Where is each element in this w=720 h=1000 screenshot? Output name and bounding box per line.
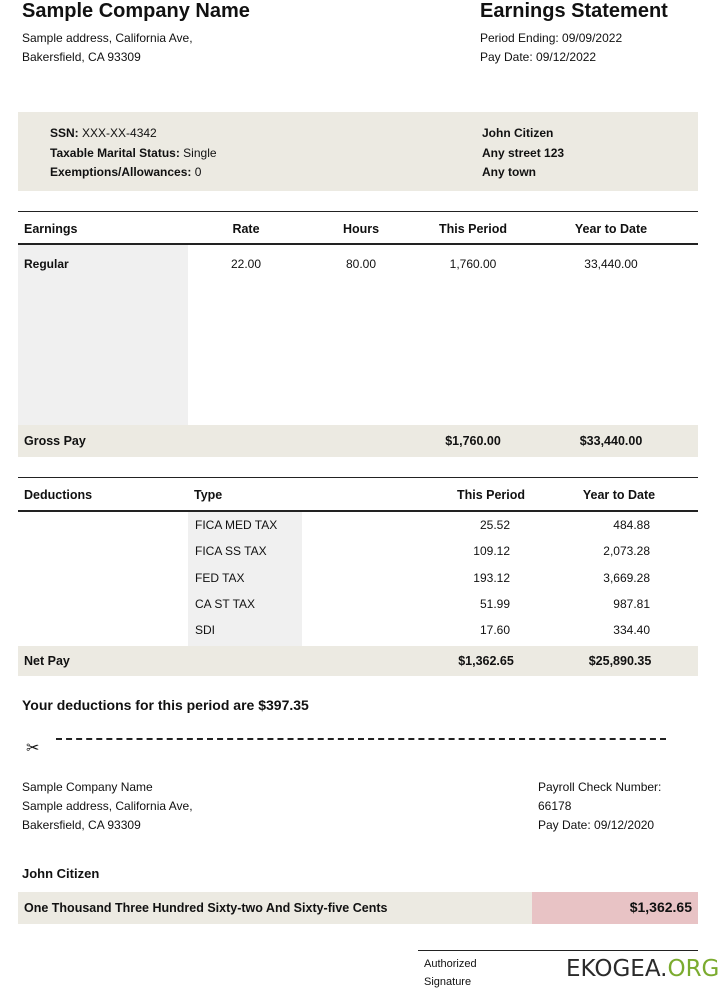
deductions-summary: Your deductions for this period are $397.35 <box>22 697 309 713</box>
check-amount: $1,362.65 <box>629 899 692 915</box>
deduction-type: SDI <box>195 623 216 637</box>
deductions-header-type: Type <box>194 488 223 502</box>
deductions-top-rule <box>18 477 698 478</box>
period-ending: Period Ending: 09/09/2022 <box>480 31 623 45</box>
watermark-main: EKOGEA. <box>566 956 668 982</box>
exemptions-value: 0 <box>194 165 202 179</box>
signature-line <box>418 950 698 951</box>
watermark-logo <box>566 956 719 982</box>
check-pay-date: Pay Date: 09/12/2020 <box>538 818 655 832</box>
employee-street: Any street 123 <box>482 145 565 160</box>
earnings-header-hours: Hours <box>342 222 380 236</box>
gross-pay-ytd: $33,440.00 <box>579 434 643 448</box>
earnings-row-rate: 22.00 <box>230 257 262 271</box>
employee-address <box>482 124 564 183</box>
deduction-ytd: 2,073.28 <box>603 544 650 558</box>
check-number-label: Payroll Check Number: <box>538 780 662 794</box>
scissors-icon: ✂ <box>26 740 40 757</box>
check-number: 66178 <box>538 799 572 813</box>
check-payee: John Citizen <box>22 866 100 881</box>
company-name: Sample Company Name <box>22 0 250 22</box>
pay-date: Pay Date: 09/12/2022 <box>480 50 597 64</box>
signature-caption-line2: Signature <box>424 976 472 988</box>
ssn-label: SSN: <box>50 126 79 140</box>
net-pay-label: Net Pay <box>24 654 70 668</box>
earnings-header-rate: Rate <box>232 222 260 236</box>
signature-caption <box>424 955 477 991</box>
deduction-this-period: 25.52 <box>479 518 510 532</box>
earnings-header-ytd: Year to Date <box>574 222 648 236</box>
earnings-row-ytd: 33,440.00 <box>584 257 638 271</box>
deductions-header-ytd: Year to Date <box>582 488 656 502</box>
check-address-line1: Sample address, California Ave, <box>22 799 193 813</box>
earnings-body <box>188 245 698 425</box>
earnings-row-this-period: 1,760.00 <box>449 257 497 271</box>
earnings-row-type: Regular <box>24 257 69 271</box>
net-pay-period: $1,362.65 <box>458 654 514 668</box>
deduction-this-period: 109.12 <box>473 544 510 558</box>
marital-value: Single <box>183 145 217 160</box>
earnings-top-rule <box>18 211 698 212</box>
employee-name: John Citizen <box>482 126 554 140</box>
deduction-ytd: 334.40 <box>613 623 650 637</box>
company-address-line2: Bakersfield, CA 93309 <box>22 50 141 64</box>
deduction-type: FICA MED TAX <box>195 518 278 532</box>
deductions-header-rule <box>18 510 698 512</box>
statement-title: Earnings Statement <box>480 0 668 22</box>
deduction-type: FICA SS TAX <box>195 544 267 558</box>
watermark-suffix: ORG <box>667 956 720 982</box>
deduction-this-period: 51.99 <box>479 597 510 611</box>
earnings-header-this-period: This Period <box>438 222 508 236</box>
exemptions-label: Exemptions/Allowances: <box>50 165 192 179</box>
earnings-type-column <box>18 245 188 425</box>
check-address-line2: Bakersfield, CA 93309 <box>22 818 141 832</box>
deduction-ytd: 3,669.28 <box>603 571 650 585</box>
ssn-value: XXX-XX-4342 <box>82 126 157 140</box>
deduction-type: FED TAX <box>195 571 245 585</box>
cut-line <box>56 738 666 740</box>
deduction-this-period: 17.60 <box>479 623 510 637</box>
check-amount-words: One Thousand Three Hundred Sixty-two And Sixty-five Cents <box>24 901 388 915</box>
deduction-ytd: 987.81 <box>613 597 650 611</box>
employee-town: Any town <box>482 165 536 179</box>
deduction-ytd: 484.88 <box>613 518 650 532</box>
deduction-type: CA ST TAX <box>195 597 256 611</box>
employee-tax-info <box>50 124 217 183</box>
earnings-row-hours: 80.00 <box>345 257 377 271</box>
company-address-line1: Sample address, California Ave, <box>22 31 193 45</box>
gross-pay-label: Gross Pay <box>24 434 86 448</box>
deduction-this-period: 193.12 <box>473 571 510 585</box>
deductions-header-label: Deductions <box>24 488 93 502</box>
signature-caption-line1: Authorized <box>424 958 477 970</box>
gross-pay-period: $1,760.00 <box>445 434 501 448</box>
net-pay-ytd: $25,890.35 <box>588 654 652 668</box>
deductions-header-this-period: This Period <box>456 488 526 502</box>
earnings-header-type: Earnings <box>24 222 78 236</box>
check-company-name: Sample Company Name <box>22 780 153 794</box>
marital-label: Taxable Marital Status: <box>50 145 180 160</box>
